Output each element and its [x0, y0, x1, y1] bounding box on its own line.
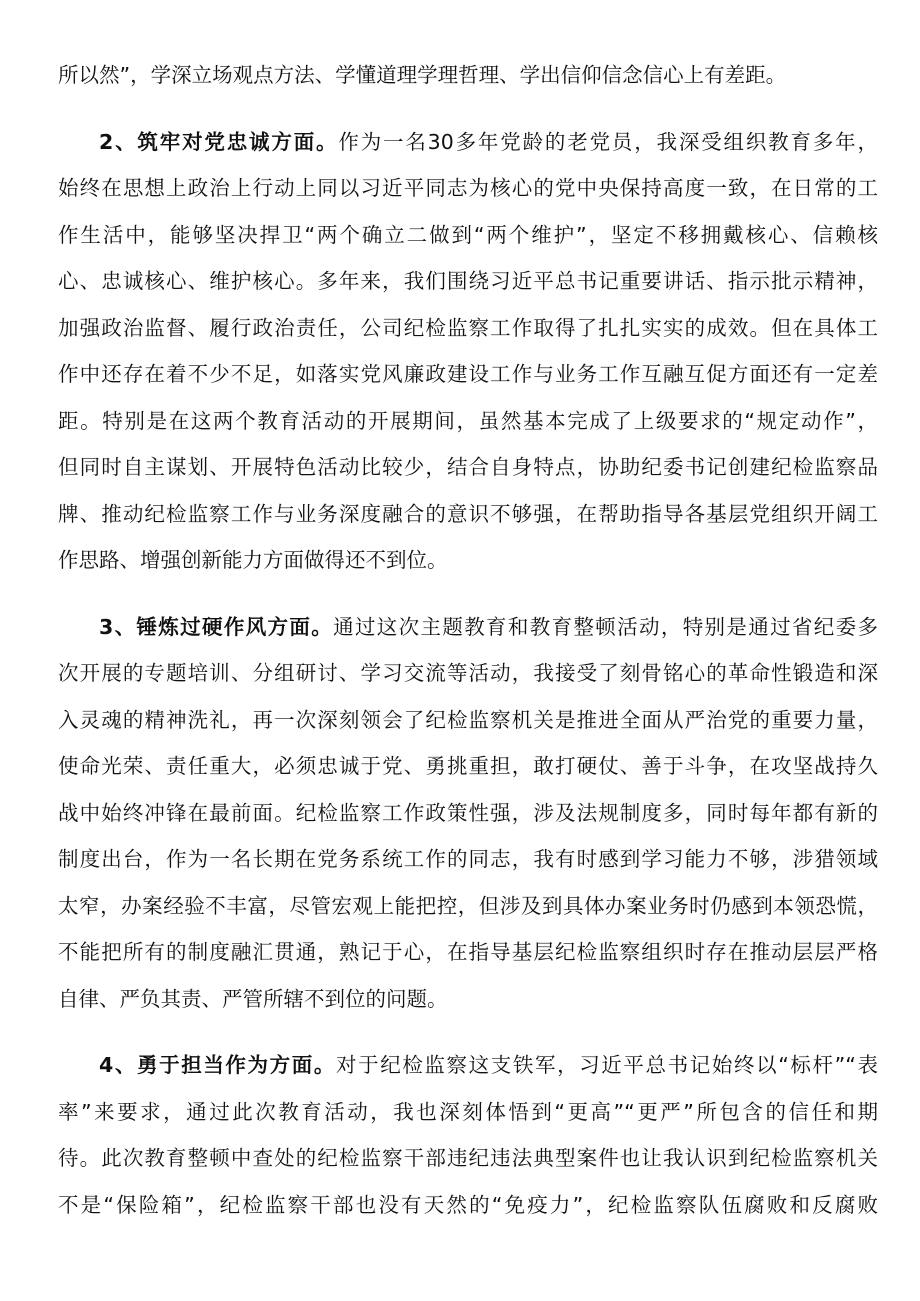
section3-line: 制度出台，作为一名长期在党务系统工作的同志，我有时感到学习能力不够，涉猎领域	[58, 847, 878, 871]
paragraph-gap	[58, 584, 878, 604]
section3-line: 太窄，办案经验不丰富，尽管宏观上能把控，但涉及到具体办案业务时仍感到本领恐慌，	[58, 893, 878, 918]
section3-heading: 3、锤炼过硬作风方面。	[99, 614, 334, 639]
intro-line-1: 所以然”，学深立场观点方法、学懂道理学理哲理、学出信仰信念信心上有差距。	[58, 63, 787, 87]
section3-first-line	[58, 604, 878, 651]
section2-line: 心、忠诚核心、维护核心。多年来，我们围绕习近平总书记重要讲话、指示批示精神，	[58, 269, 878, 293]
paragraph-gap	[58, 1022, 878, 1042]
section2-line: 牌、推动纪检监察工作与业务深度融合的意识不够强，在帮助指导各基层党组织开阔工	[58, 501, 878, 526]
section2-line: 始终在思想上政治上行动上同以习近平同志为核心的党中央保持高度一致，在日常的工	[58, 176, 878, 200]
section4-first-line-text: 对于纪检监察这支铁军，习近平总书记始终以“标杆”“表	[335, 1053, 878, 1077]
section2-line: 作生活中，能够坚决捍卫“两个确立二做到“两个维护”，坚定不移拥戴核心、信赖核	[58, 222, 878, 247]
section3-line: 使命光荣、责任重大，必须忠诚于党、勇挑重担，敢打硬仗、善于斗争，在攻坚战持久	[58, 754, 878, 778]
section3-line: 自律、严负其责、严管所辖不到位的问题。	[58, 986, 448, 1011]
section4-line: 率”来要求，通过此次教育活动，我也深刻体悟到“更高”“更严”所包含的信任和期	[58, 1099, 878, 1124]
section2-heading: 2、筑牢对党忠诚方面。	[99, 129, 339, 154]
section4-line: 待。此次教育整顿中查处的纪检监察干部违纪违法典型案件也让我认识到纪检监察机关	[58, 1146, 878, 1170]
section3-line: 不能把所有的制度融汇贯通，熟记于心，在指导基层纪检监察组织时存在推动层层严格	[58, 940, 878, 964]
paragraph-gap	[58, 99, 878, 119]
section3-line: 次开展的专题培训、分组研讨、学习交流等活动，我接受了刻骨铭心的革命性锻造和深	[58, 661, 878, 685]
section3-first-line-text: 通过这次主题教育和教育整顿活动，特别是通过省纪委多	[333, 614, 878, 639]
section4-line: 不是“保险箱”，纪检监察干部也没有天然的“免疫力”，纪检监察队伍腐败和反腐败	[58, 1192, 878, 1217]
section2-line: 作思路、增强创新能力方面做得还不到位。	[58, 548, 448, 572]
section4-first-line	[58, 1042, 878, 1089]
section3-line: 战中始终冲锋在最前面。纪检监察工作政策性强，涉及法规制度多，同时每年都有新的	[58, 800, 878, 825]
section2-line: 距。特别是在这两个教育活动的开展期间，虽然基本完成了上级要求的“规定动作”，	[58, 408, 878, 433]
section2-first-line	[58, 119, 878, 166]
section3-line: 入灵魂的精神洗礼，再一次深刻领会了纪检监察机关是推进全面从严治党的重要力量，	[58, 707, 878, 732]
section4-heading: 4、勇于担当作为方面。	[99, 1053, 336, 1077]
document-body	[58, 52, 878, 1228]
section2-line: 但同时自主谋划、开展特色活动比较少，结合自身特点，协助纪委书记创建纪检监察品	[58, 455, 878, 479]
section2-line: 作中还存在着不少不足，如落实党风廉政建设工作与业务工作互融互促方面还有一定差	[58, 362, 878, 386]
section2-line: 加强政治监督、履行政治责任，公司纪检监察工作取得了扎扎实实的成效。但在具体工	[58, 315, 878, 340]
section2-first-line-text: 作为一名30多年党龄的老党员，我深受组织教育多年，	[338, 129, 878, 154]
